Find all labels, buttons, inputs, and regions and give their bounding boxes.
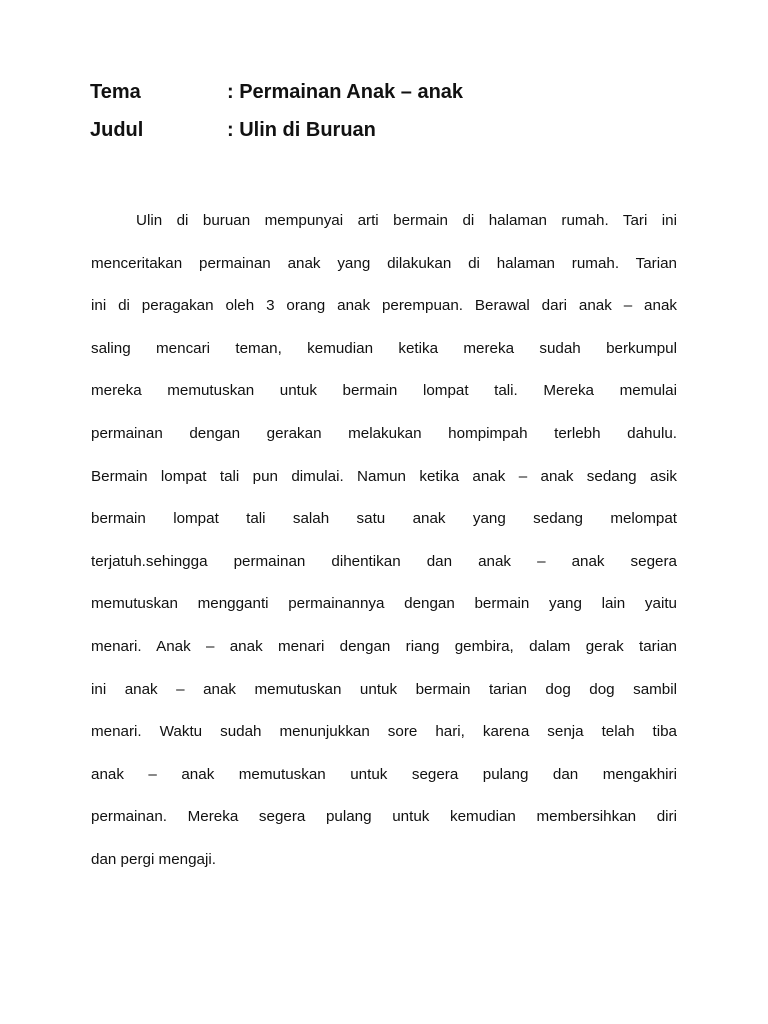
paragraph-line: ini anak – anak memutuskan untuk bermain tarian dog dog sambil (91, 680, 677, 698)
paragraph-line: terjatuh.sehingga permainan dihentikan dan anak – anak segera (91, 552, 677, 570)
judul-row (90, 118, 690, 142)
judul-label: Judul (90, 119, 144, 141)
paragraph-line: Bermain lompat tali pun dimulai. Namun ketika anak – anak sedang asik (91, 467, 677, 485)
tema-label: Tema (90, 81, 141, 103)
paragraph-line: permainan. Mereka segera pulang untuk kemudian membersihkan diri (91, 808, 677, 826)
paragraph-line: menari. Waktu sudah menunjukkan sore hari, karena senja telah tiba (91, 723, 677, 741)
paragraph-line: dan pergi mengaji. (91, 850, 216, 868)
body-paragraph (91, 200, 677, 882)
paragraph-line: menari. Anak – anak menari dengan riang gembira, dalam gerak tarian (91, 637, 677, 655)
paragraph-line: menceritakan permainan anak yang dilakukan di halaman rumah. Tarian (91, 254, 677, 272)
judul-value: : Ulin di Buruan (227, 119, 376, 141)
paragraph-line: mereka memutuskan untuk bermain lompat tali. Mereka memulai (91, 382, 677, 400)
paragraph-line: bermain lompat tali salah satu anak yang sedang melompat (91, 510, 677, 528)
paragraph-line: memutuskan mengganti permainannya dengan bermain yang lain yaitu (91, 595, 677, 613)
paragraph-line: ini di peragakan oleh 3 orang anak perempuan. Berawal dari anak – anak (91, 297, 677, 315)
tema-row (90, 80, 690, 104)
paragraph-line: saling mencari teman, kemudian ketika mereka sudah berkumpul (91, 339, 677, 357)
tema-value: : Permainan Anak – anak (227, 81, 464, 103)
paragraph-line: permainan dengan gerakan melakukan hompimpah terlebh dahulu. (91, 424, 677, 442)
paragraph-line: Ulin di buruan mempunyai arti bermain di halaman rumah. Tari ini (136, 212, 677, 229)
paragraph-line: anak – anak memutuskan untuk segera pulang dan mengakhiri (91, 765, 677, 783)
